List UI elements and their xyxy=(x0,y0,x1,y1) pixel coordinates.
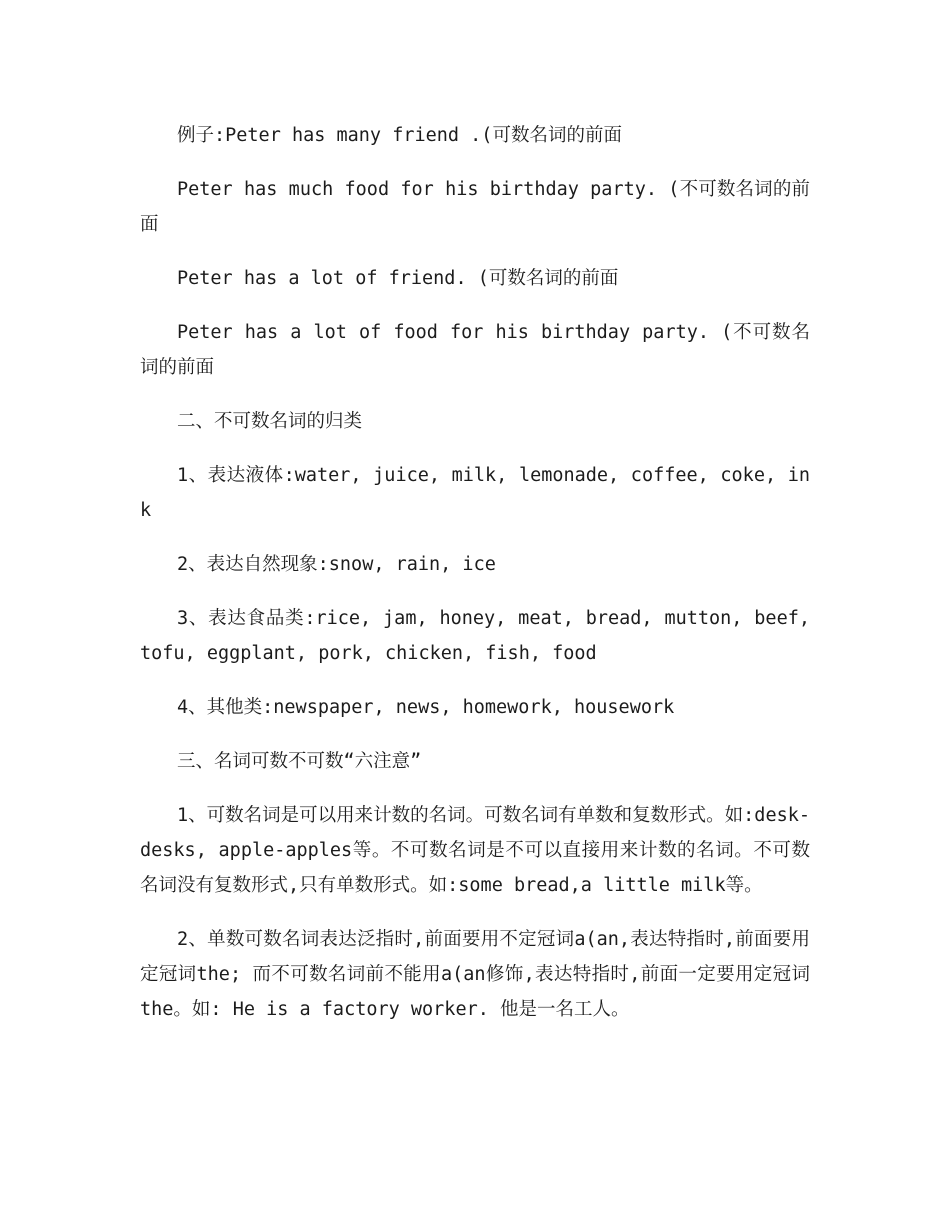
category-natural-phenomena: 2、表达自然现象:snow, rain, ice xyxy=(177,554,496,575)
note-2-articles: 2、单数可数名词表达泛指时,前面要用不定冠词a(an,表达特指时,前面要用定冠词the; 而不可数名词前不能用a(an修饰,表达特指时,前面一定要用定冠词the。如: He is a factory worker. 他是一名工人。 xyxy=(140,929,810,1020)
category-food: 3、表达食品类:rice, jam, honey, meat, bread, mutton, beef, tofu, eggplant, pork, chicken, fish, food xyxy=(140,608,810,664)
category-liquids: 1、表达液体:water, juice, milk, lemonade, coffee, coke, ink xyxy=(140,465,810,521)
section-heading-uncountable-categories: 二、不可数名词的归类 xyxy=(177,411,363,432)
section-heading-six-notes: 三、名词可数不可数“六注意” xyxy=(177,751,422,772)
example-countable-a-lot-of: Peter has a lot of friend. (可数名词的前面 xyxy=(177,268,619,289)
example-countable-many: 例子:Peter has many friend .(可数名词的前面 xyxy=(177,125,622,146)
example-uncountable-much: Peter has much food for his birthday party. (不可数名词的前面 xyxy=(140,179,810,235)
category-other: 4、其他类:newspaper, news, homework, housework xyxy=(177,697,675,718)
example-uncountable-a-lot-of: Peter has a lot of food for his birthday party. (不可数名词的前面 xyxy=(140,322,810,378)
note-1-countable-definition: 1、可数名词是可以用来计数的名词。可数名词有单数和复数形式。如:desk-desks, apple-apples等。不可数名词是不可以直接用来计数的名词。不可数名词没有复数形式,只有单数形式。如:some bread,a little milk等。 xyxy=(140,805,810,896)
